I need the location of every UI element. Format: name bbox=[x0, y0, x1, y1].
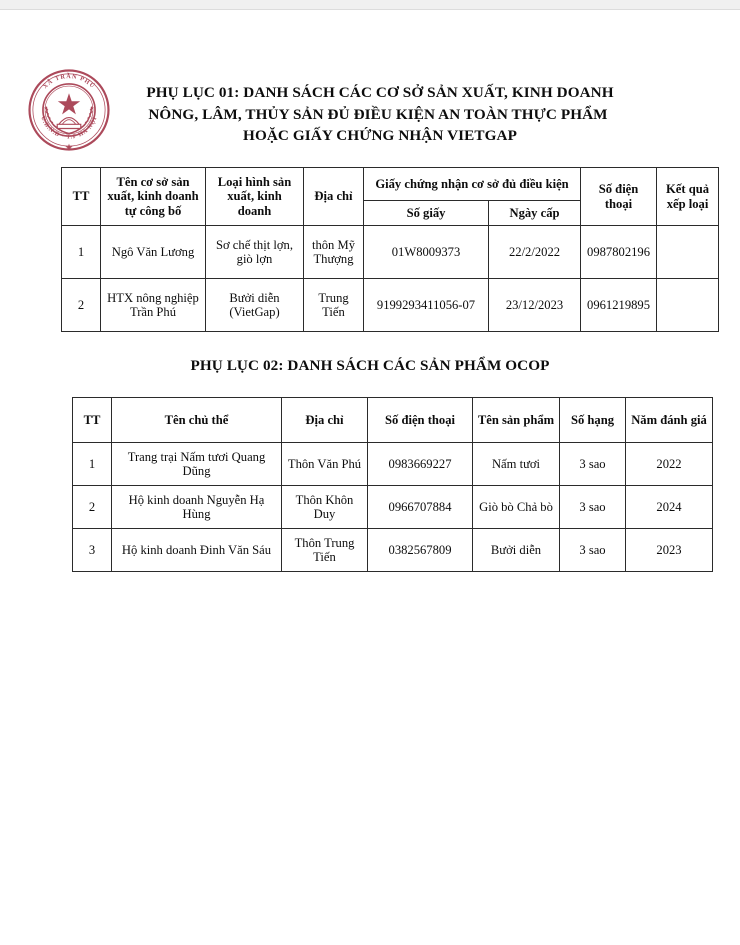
table-row bbox=[62, 279, 719, 332]
t1-header-result: Kết quả xếp loại bbox=[657, 168, 719, 226]
t2-header-address: Địa chỉ bbox=[282, 398, 368, 443]
t1-header-tt: TT bbox=[62, 168, 101, 226]
t2-r2-tt: 3 bbox=[73, 529, 112, 572]
table-row bbox=[73, 443, 713, 486]
t1-r0-type: Sơ chế thịt lợn, giò lợn bbox=[206, 226, 304, 279]
page-title bbox=[95, 82, 665, 147]
t1-r1-phone: 0961219895 bbox=[581, 279, 657, 332]
t2-r2-rank: 3 sao bbox=[560, 529, 626, 572]
window-top-bar bbox=[0, 0, 740, 10]
t1-header-type: Loại hình sản xuất, kinh doanh bbox=[206, 168, 304, 226]
t1-header-name: Tên cơ sở sản xuất, kinh doanh tự công bố bbox=[101, 168, 206, 226]
t2-r2-subject: Hộ kinh doanh Đinh Văn Sáu bbox=[112, 529, 282, 572]
t1-r1-name: HTX nông nghiệp Trần Phú bbox=[101, 279, 206, 332]
t2-r1-tt: 2 bbox=[73, 486, 112, 529]
t1-r0-cert-date: 22/2/2022 bbox=[489, 226, 581, 279]
svg-text:U.B.N.D · T.P HÀ NỘI: U.B.N.D · T.P HÀ NỘI bbox=[39, 115, 99, 141]
t1-header-cert-date: Ngày cấp bbox=[489, 201, 581, 226]
t2-r2-year: 2023 bbox=[626, 529, 713, 572]
t2-r2-product: Bưởi diễn bbox=[473, 529, 560, 572]
section-two-title: PHỤ LỤC 02: DANH SÁCH CÁC SẢN PHẨM OCOP bbox=[190, 357, 550, 374]
t2-r0-product: Nấm tươi bbox=[473, 443, 560, 486]
t2-header-rank: Số hạng bbox=[560, 398, 626, 443]
t2-r0-year: 2022 bbox=[626, 443, 713, 486]
t1-header-cert-number: Số giấy bbox=[364, 201, 489, 226]
t2-r0-subject: Trang trại Nấm tươi Quang Dũng bbox=[112, 443, 282, 486]
table-food-safety-facilities bbox=[61, 167, 719, 332]
t2-r2-address: Thôn Trung Tiến bbox=[282, 529, 368, 572]
t2-r1-product: Giò bò Chả bò bbox=[473, 486, 560, 529]
page-title-line-1: PHỤ LỤC 01: DANH SÁCH CÁC CƠ SỞ SẢN XUẤT, KINH DOANH bbox=[146, 84, 614, 101]
t1-r0-name: Ngô Văn Lương bbox=[101, 226, 206, 279]
t1-r1-address: Trung Tiến bbox=[304, 279, 364, 332]
page-title-line-3: HOẶC GIẤY CHỨNG NHẬN VIETGAP bbox=[243, 127, 517, 144]
t1-r0-result bbox=[657, 226, 719, 279]
t2-r0-rank: 3 sao bbox=[560, 443, 626, 486]
t2-header-tt: TT bbox=[73, 398, 112, 443]
t2-r1-rank: 3 sao bbox=[560, 486, 626, 529]
table-ocop-products bbox=[72, 397, 713, 572]
t1-r1-result bbox=[657, 279, 719, 332]
t1-header-address: Địa chỉ bbox=[304, 168, 364, 226]
t1-r0-phone: 0987802196 bbox=[581, 226, 657, 279]
t2-header-year: Năm đánh giá bbox=[626, 398, 713, 443]
t1-header-phone: Số điện thoại bbox=[581, 168, 657, 226]
table-row bbox=[62, 226, 719, 279]
t2-r0-address: Thôn Văn Phú bbox=[282, 443, 368, 486]
t1-header-certificate-group: Giấy chứng nhận cơ sở đủ điều kiện bbox=[364, 168, 581, 201]
t2-r2-phone: 0382567809 bbox=[368, 529, 473, 572]
t1-r1-tt: 2 bbox=[62, 279, 101, 332]
table-row bbox=[73, 529, 713, 572]
t1-r1-cert-date: 23/12/2023 bbox=[489, 279, 581, 332]
t1-r0-address: thôn Mỹ Thượng bbox=[304, 226, 364, 279]
table-row bbox=[73, 486, 713, 529]
t2-r1-subject: Hộ kinh doanh Nguyễn Hạ Hùng bbox=[112, 486, 282, 529]
t2-r1-year: 2024 bbox=[626, 486, 713, 529]
t2-r0-tt: 1 bbox=[73, 443, 112, 486]
t2-r0-phone: 0983669227 bbox=[368, 443, 473, 486]
t1-r1-cert-number: 9199293411056-07 bbox=[364, 279, 489, 332]
t2-header-product: Tên sản phẩm bbox=[473, 398, 560, 443]
svg-text:XÃ TRẦN PHÚ: XÃ TRẦN PHÚ bbox=[41, 73, 97, 91]
t2-header-phone: Số điện thoại bbox=[368, 398, 473, 443]
t2-header-subject: Tên chủ thể bbox=[112, 398, 282, 443]
t2-r1-phone: 0966707884 bbox=[368, 486, 473, 529]
document-page bbox=[0, 10, 740, 945]
t1-r0-tt: 1 bbox=[62, 226, 101, 279]
ubnd-seal-icon bbox=[27, 68, 111, 152]
t1-r0-cert-number: 01W8009373 bbox=[364, 226, 489, 279]
page-title-line-2: NÔNG, LÂM, THỦY SẢN ĐỦ ĐIỀU KIỆN AN TOÀN THỰC PHẨM bbox=[148, 105, 608, 123]
t1-r1-type: Bưởi diễn (VietGap) bbox=[206, 279, 304, 332]
t2-r1-address: Thôn Khôn Duy bbox=[282, 486, 368, 529]
